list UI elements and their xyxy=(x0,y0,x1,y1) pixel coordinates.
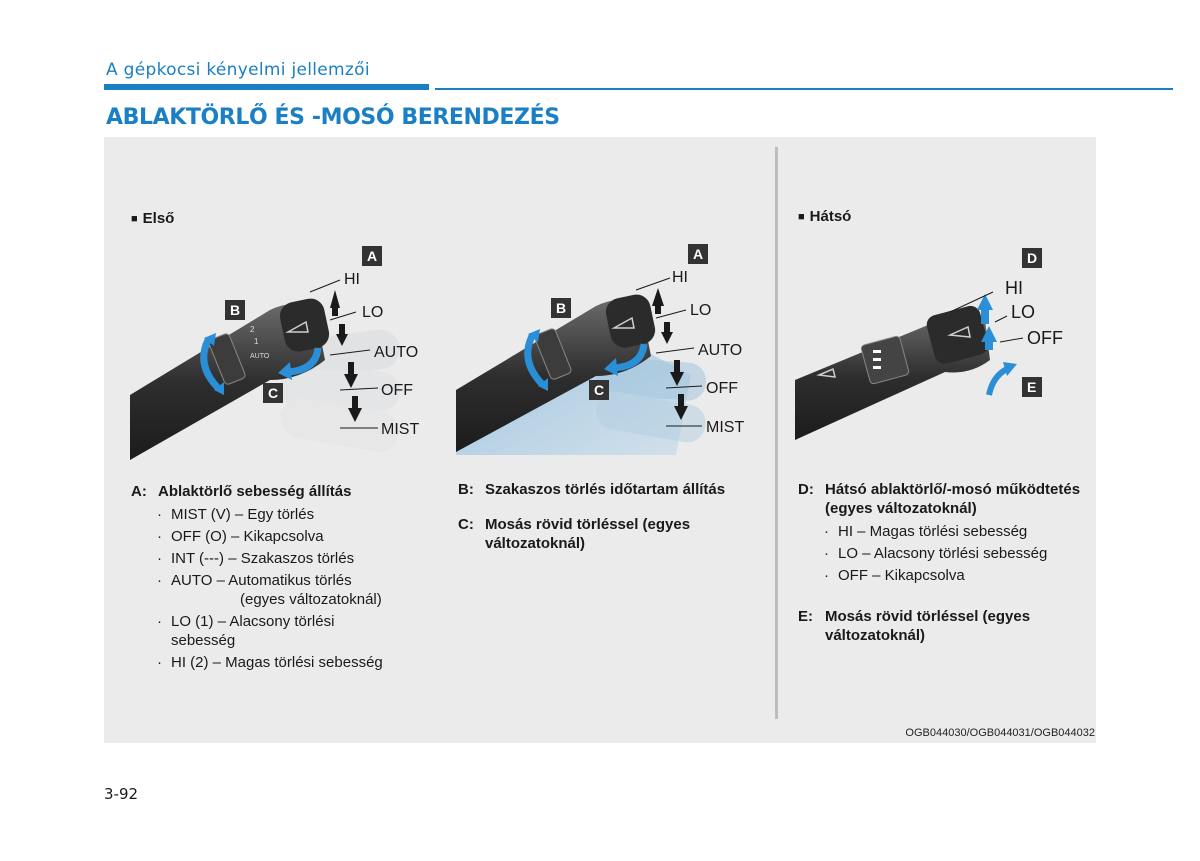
list-item: · INT (---) – Szakaszos törlés xyxy=(157,549,441,568)
label-mist: MIST xyxy=(381,421,420,438)
list-item: · OFF – Kikapcsolva xyxy=(824,566,1093,585)
description-de xyxy=(798,480,1093,645)
image-code: OGB044030/OGB044031/OGB044032 xyxy=(905,727,1095,739)
arrow-rear-hi-shaft xyxy=(981,308,989,324)
stalk-mark-2: 2 xyxy=(250,325,255,334)
header-rule-thin xyxy=(435,88,1173,90)
label-auto: AUTO xyxy=(374,344,419,361)
list-item: · LO (1) – Alacsony törlési xyxy=(157,612,441,631)
description-a xyxy=(131,482,441,675)
square-bullet-icon: ■ xyxy=(798,211,805,223)
rear-stalk-illustration xyxy=(795,240,1075,450)
header-rule-thick xyxy=(104,84,429,90)
description-d-list xyxy=(798,522,1093,585)
label-hi: HI xyxy=(672,269,688,286)
list-item: · HI – Magas törlési sebesség xyxy=(824,522,1093,541)
stalk-mark-auto: AUTO xyxy=(250,353,270,360)
description-b xyxy=(458,480,758,499)
leader-rear-lo xyxy=(995,316,1007,322)
list-item: · MIST (V) – Egy törlés xyxy=(157,505,441,524)
desc-title: Mosás rövid törléssel (egyes változatoknál) xyxy=(825,608,1031,644)
page-number: 3-92 xyxy=(104,785,139,803)
stalk-mark-1: 1 xyxy=(254,337,259,346)
leader-hi xyxy=(310,280,340,292)
description-a-list xyxy=(131,505,441,672)
badge-b-text-2: B xyxy=(556,300,567,316)
label-off: OFF xyxy=(381,382,413,399)
leader-rear-off xyxy=(1000,338,1023,342)
badge-a-text: A xyxy=(367,248,378,264)
leader-auto-2 xyxy=(656,348,694,353)
description-bc xyxy=(458,480,758,553)
section-title: A gépkocsi kényelmi jellemzői xyxy=(106,60,370,80)
label-mist: MIST xyxy=(706,419,745,436)
label-hi: HI xyxy=(344,271,360,288)
list-item: · LO – Alacsony törlési sebesség xyxy=(824,544,1093,563)
description-c xyxy=(458,515,758,553)
arrow-mist-shaft xyxy=(352,396,358,410)
arrow-mist-shaft-2 xyxy=(678,394,684,408)
label-lo: LO xyxy=(362,304,384,321)
arrow-rear-hi-icon xyxy=(977,294,993,310)
desc-title: Ablaktörlő sebesség állítás xyxy=(158,483,352,500)
desc-key: D: xyxy=(798,481,814,498)
desc-key: E: xyxy=(798,608,813,625)
label-rear-off: OFF xyxy=(1027,328,1063,348)
arrow-off-shaft xyxy=(348,362,354,376)
list-item: · OFF (O) – Kikapcsolva xyxy=(157,527,441,546)
rear-heading: ■ Hátsó xyxy=(798,208,852,225)
panel-divider xyxy=(775,147,778,719)
front-heading: ■ Első xyxy=(131,210,175,227)
label-off: OFF xyxy=(706,380,738,397)
label-rear-hi: HI xyxy=(1005,278,1023,298)
arrow-lo-icon xyxy=(661,332,673,344)
badge-c-text: C xyxy=(268,385,279,401)
list-item: · AUTO – Automatikus törlés xyxy=(157,571,441,590)
arrow-rear-e-head xyxy=(1003,362,1017,376)
label-lo: LO xyxy=(690,302,712,319)
description-d xyxy=(798,480,1093,518)
square-bullet-icon: ■ xyxy=(131,213,138,225)
rear-switch-marks xyxy=(873,350,881,369)
desc-title: Hátsó ablaktörlő/-mosó működtetés (egyes változatoknál) xyxy=(825,481,1081,517)
leader-hi-2 xyxy=(636,278,670,290)
badge-c-text-2: C xyxy=(594,382,605,398)
desc-key: B: xyxy=(458,481,474,498)
arrow-off-shaft-2 xyxy=(674,360,680,374)
desc-title: Mosás rövid törléssel (egyes változatoknál) xyxy=(485,516,691,552)
label-auto: AUTO xyxy=(698,342,743,359)
list-item-continuation: sebesség xyxy=(171,632,236,649)
list-item-continuation: (egyes változatoknál) xyxy=(240,591,382,608)
badge-e-text: E xyxy=(1027,379,1037,395)
front-stalk-illustration-1 xyxy=(130,240,430,465)
desc-title: Szakaszos törlés időtartam állítás xyxy=(485,481,726,498)
list-item: · HI (2) – Magas törlési sebesség xyxy=(157,653,441,672)
badge-a-text-2: A xyxy=(693,246,704,262)
description-e xyxy=(798,607,1093,645)
page-heading: ABLAKTÖRLŐ ÉS -MOSÓ BERENDEZÉS xyxy=(106,105,560,130)
desc-key: C: xyxy=(458,516,474,533)
arrow-hi-shaft-2 xyxy=(655,302,661,314)
arrow-hi-shaft xyxy=(332,304,338,316)
front-stalk-illustration-2 xyxy=(456,240,756,465)
label-rear-lo: LO xyxy=(1011,302,1036,322)
desc-key: A: xyxy=(131,483,147,500)
badge-d-text: D xyxy=(1027,250,1038,266)
badge-b-text: B xyxy=(230,302,241,318)
arrow-rear-lo-shaft xyxy=(985,340,993,350)
